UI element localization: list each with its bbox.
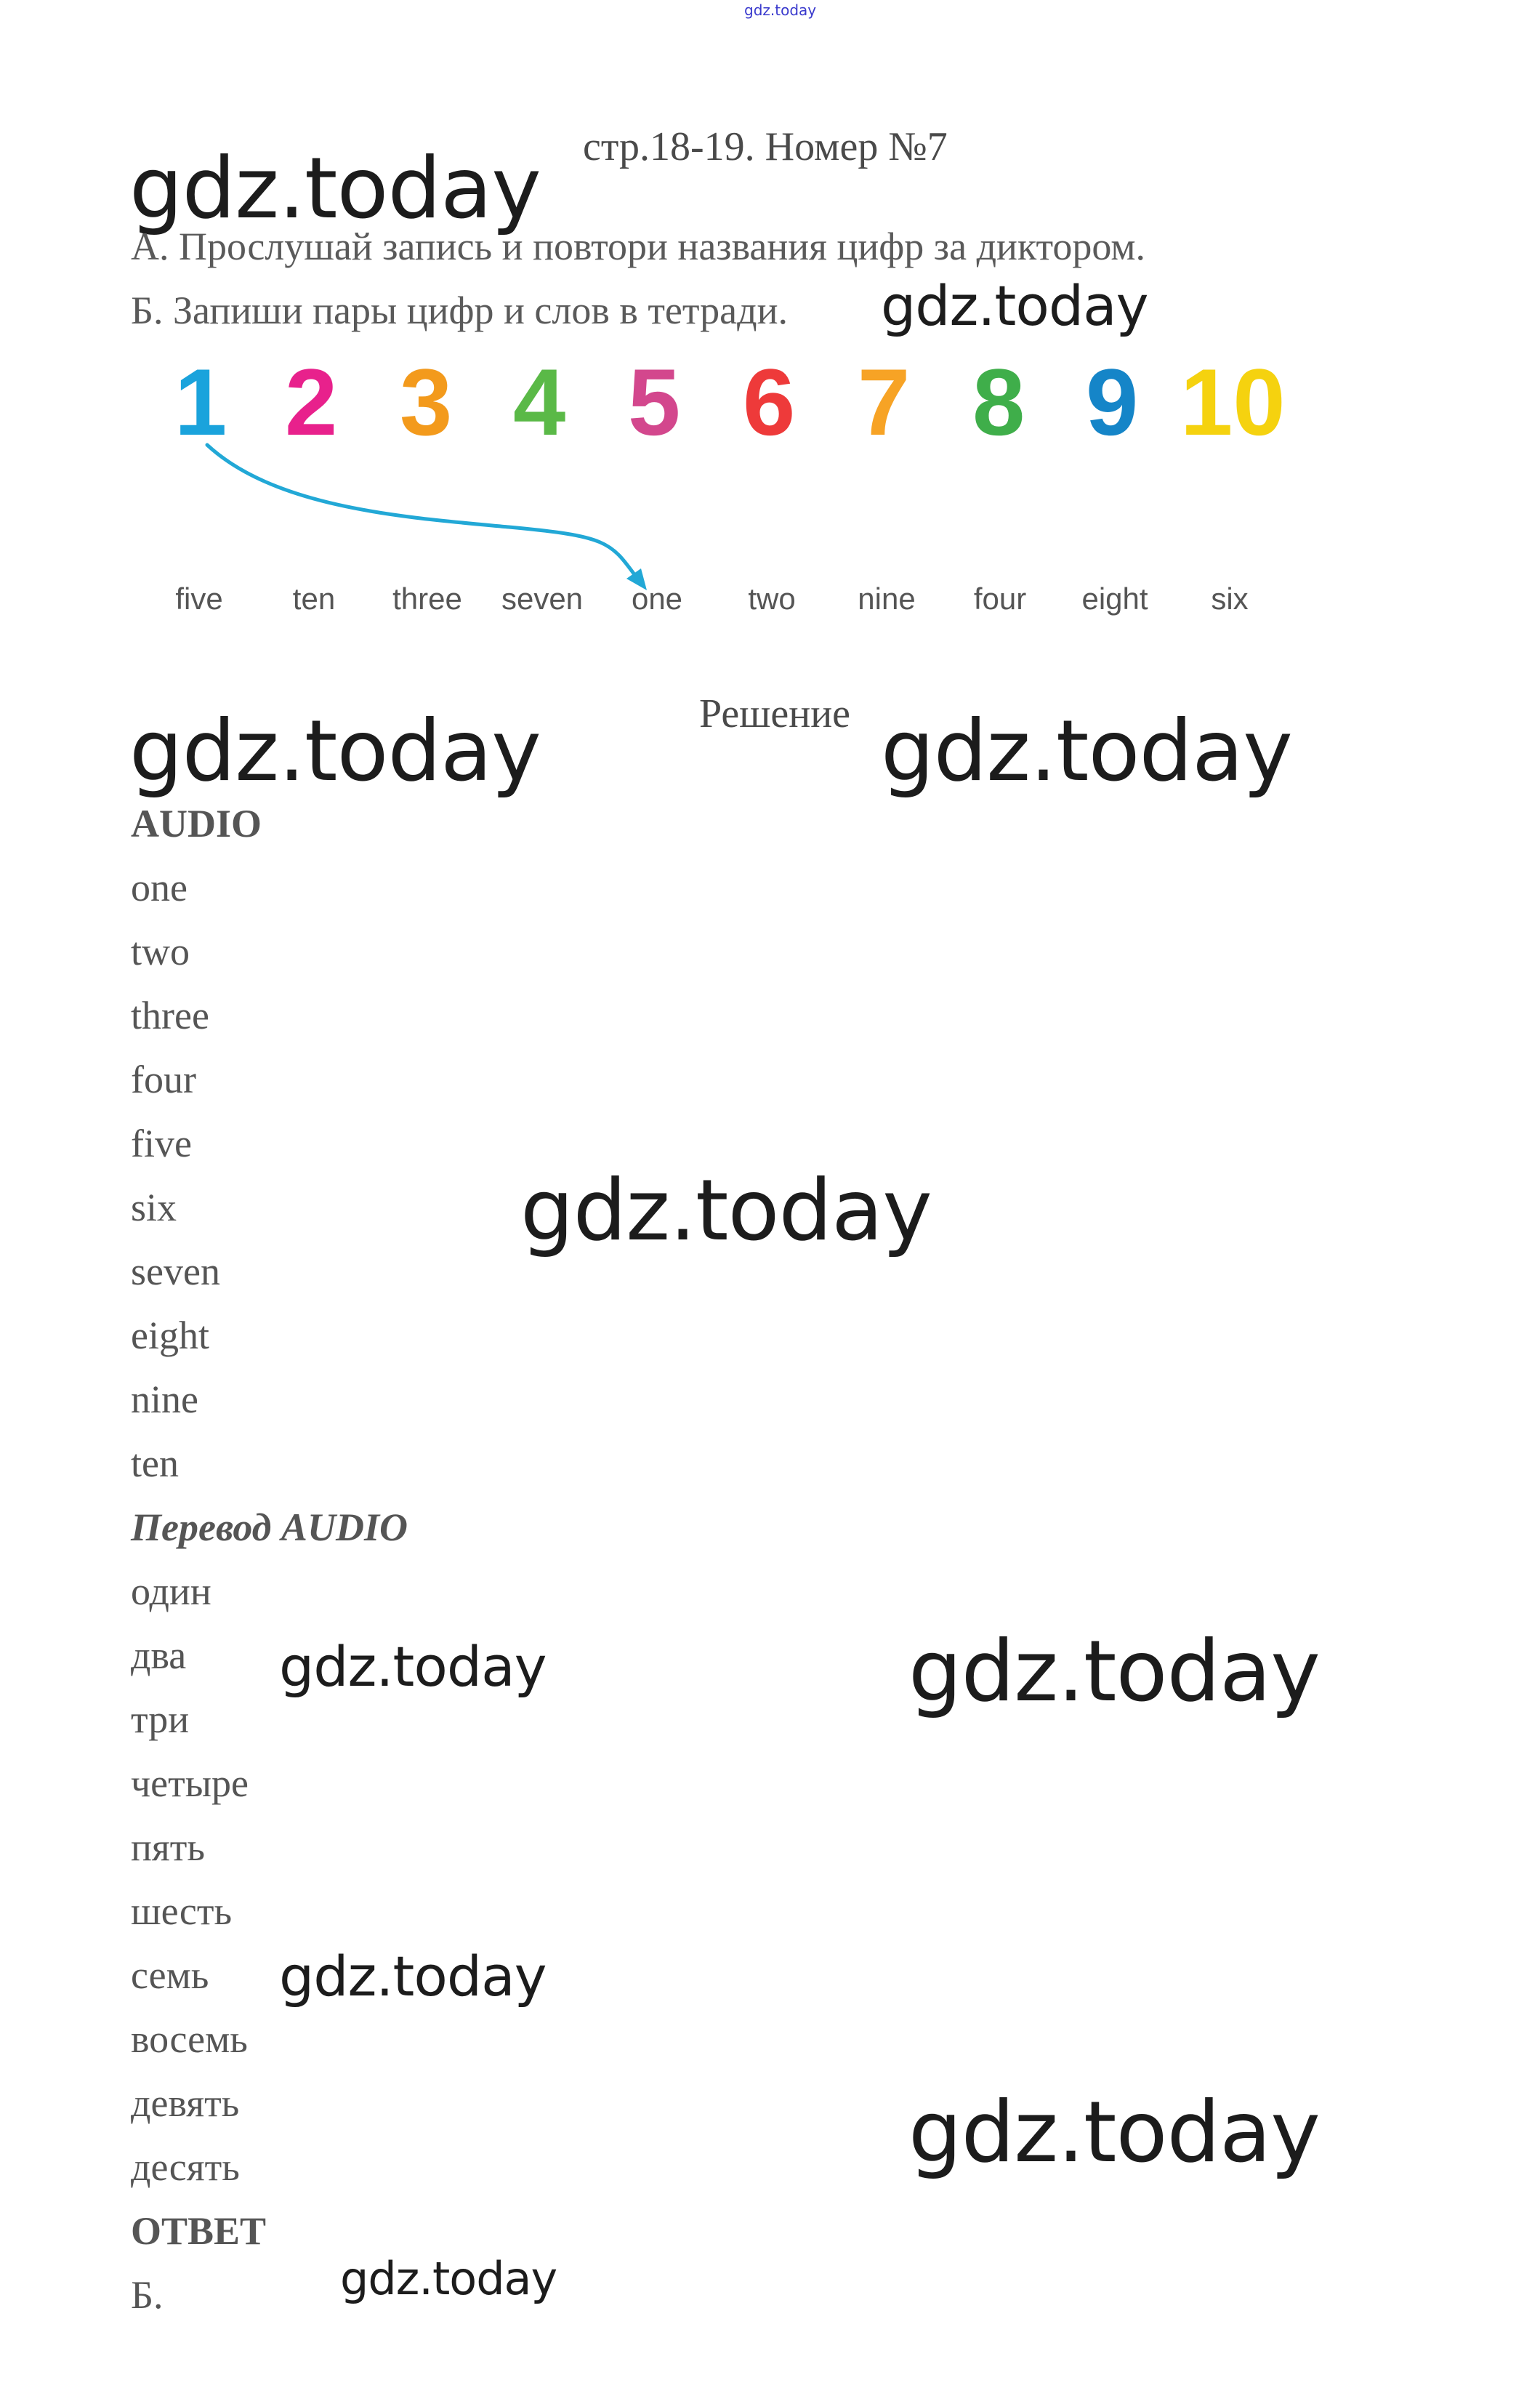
answer-b: Б. [131,2273,164,2317]
word-4: seven [501,582,584,616]
audio-word: five [131,1122,192,1165]
watermark-4: gdz.today [881,702,1292,800]
translation-word: один [131,1569,211,1613]
translation-heading: Перевод AUDIO [131,1505,408,1549]
watermark-9: gdz.today [908,2083,1320,2182]
watermark-1: gdz.today [129,140,541,238]
word-3: three [392,582,462,616]
word-2: ten [292,582,336,616]
translation-word: восемь [131,2017,248,2061]
translation-word: два [131,1633,187,1677]
translation-word: пять [131,1825,205,1869]
watermark-6: gdz.today [279,1634,547,1699]
watermark-7: gdz.today [908,1623,1320,1721]
translation-word: три [131,1697,190,1741]
word-7: nine [858,582,916,616]
word-10: six [1211,582,1249,616]
answer-heading: ОТВЕТ [131,2209,267,2253]
audio-word: seven [131,1250,220,1293]
word-9: eight [1081,582,1148,616]
audio-word: two [131,930,190,973]
top-watermark: gdz.today [744,1,817,19]
number-7: 7 [858,349,911,455]
watermark-3: gdz.today [129,702,541,800]
audio-word: one [131,866,188,909]
audio-word: four [131,1058,196,1101]
watermark-2: gdz.today [881,273,1148,338]
number-8: 8 [972,349,1025,455]
audio-word: ten [131,1442,179,1485]
audio-word: eight [131,1314,209,1357]
audio-word: nine [131,1378,198,1421]
page-title: стр.18-19. Номер №7 [583,124,948,169]
solution-label: Решение [699,691,851,736]
task-a: А. Прослушай запись и повтори названия цифр за диктором. [131,225,1146,268]
number-9: 9 [1086,349,1139,455]
number-5: 5 [628,349,681,455]
word-8: four [973,582,1027,616]
audio-word: three [131,994,209,1037]
translation-word: четыре [131,1761,249,1805]
translation-word: семь [131,1953,209,1997]
watermark-8: gdz.today [279,1944,547,2009]
word-6: two [748,582,796,616]
word-5: one [631,582,683,616]
number-6: 6 [743,349,796,455]
translation-word: десять [131,2145,240,2189]
number-10: 10 [1180,349,1286,455]
number-4: 4 [513,349,566,455]
number-2: 2 [285,349,338,455]
translation-word: шесть [131,1889,233,1933]
number-1: 1 [174,349,227,455]
watermark-5: gdz.today [520,1162,932,1260]
watermark-10: gdz.today [340,2252,557,2305]
translation-word: девять [131,2081,240,2125]
task-b: Б. Запиши пары цифр и слов в тетради. [131,289,788,332]
word-1: five [175,582,223,616]
audio-heading: AUDIO [131,802,262,845]
matching-arrow [0,0,1540,654]
audio-word: six [131,1186,177,1229]
number-3: 3 [400,349,453,455]
